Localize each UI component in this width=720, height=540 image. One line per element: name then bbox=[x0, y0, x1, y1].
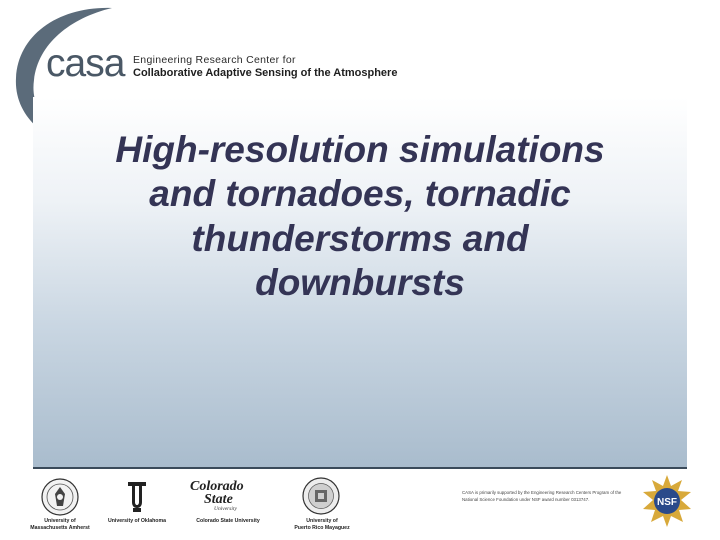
panel-divider bbox=[33, 467, 687, 469]
title-line4: downbursts bbox=[255, 262, 465, 304]
header-line1: Engineering Research Center for bbox=[133, 54, 296, 66]
umass-caption-line1: University of bbox=[44, 518, 76, 524]
funding-note: CASA is primarily supported by the Engineering Research Centers Program of the National Science Foundation under NSF award number 0313747. bbox=[462, 490, 622, 502]
umass-caption-line2: Massachusetts Amherst bbox=[30, 524, 90, 531]
slide-title bbox=[40, 128, 680, 306]
nsf-logo-icon bbox=[640, 474, 694, 528]
institution-caption-ou bbox=[104, 518, 170, 525]
csu-logo-line1: Colorado bbox=[190, 479, 244, 494]
uprm-caption-line2: Puerto Rico Mayaguez bbox=[294, 524, 350, 531]
title-line3: thunderstorms and bbox=[191, 217, 529, 259]
ou-logo-icon bbox=[122, 478, 152, 514]
uprm-seal-icon bbox=[302, 476, 340, 516]
umass-seal-icon bbox=[40, 478, 80, 516]
ou-caption: University of Oklahoma bbox=[108, 518, 166, 524]
nsf-logo-text: NSF bbox=[657, 497, 677, 508]
uprm-caption-line1: University of bbox=[306, 518, 338, 524]
csu-caption: Colorado State University bbox=[196, 518, 260, 524]
title-line2: and tornadoes, tornadic bbox=[149, 173, 571, 215]
csu-logo-line2: State bbox=[204, 492, 233, 507]
institution-caption-uprm bbox=[291, 518, 353, 531]
csu-logo-line3: University bbox=[214, 506, 237, 512]
institution-caption-csu bbox=[188, 518, 268, 525]
csu-logo-icon bbox=[190, 480, 266, 514]
casa-logo-text: casa bbox=[46, 42, 125, 85]
title-line1: High-resolution simulations bbox=[115, 129, 605, 170]
header-line2: Collaborative Adaptive Sensing of the Atmosphere bbox=[133, 67, 398, 79]
institution-caption-umass bbox=[30, 518, 90, 531]
